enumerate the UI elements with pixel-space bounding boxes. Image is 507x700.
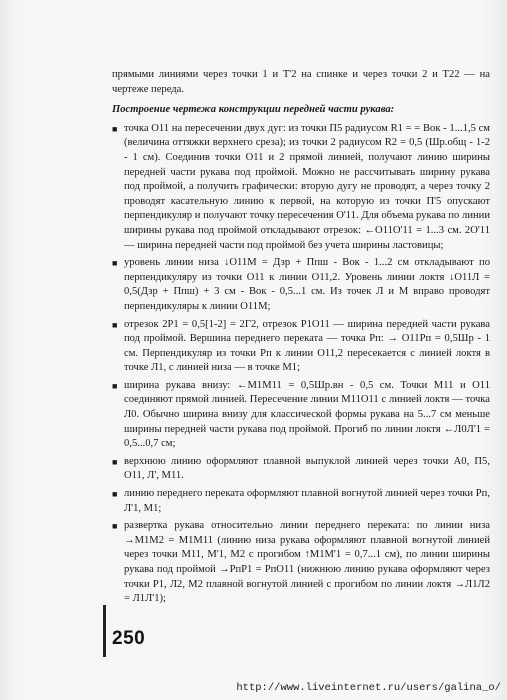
bullet-icon: ■ [112, 258, 118, 269]
list-item [112, 379, 490, 452]
bullet-icon: ■ [112, 456, 118, 467]
list-item-text: развертка рукава относительно линии переднего переката: по линии низа →М1М2 = М1М11 (линию низа рукава оформляют плавной вогнутой линией через точки М11, М'1, М2 с прогибом ↑М1М'1 = 0,7...1 см), по линии ширины рукава под проймой →РпР1 = РпО11 (нижнюю линию рукава оформляют через точки Р1, Л2, М2 плавной вогнутой линией с прогибом по линии локтя →Л1Л2 = Л1Л'1); [124, 520, 490, 605]
margin-rule [103, 605, 106, 657]
list-item-text: уровень линии низа ↓О11М = Дзр + Ппш - Вок - 1...2 см откладывают по перпендикуляру из точки О11 к линии О11,2. Уровень линии локтя ↓О11Л = 0,5(Дзр + Ппш) + 3 см - Вок - 0,5...1 см. Из точек Л и М вправо проводят перпендикуляры к линии О11М; [124, 257, 490, 312]
list-item [112, 318, 490, 376]
intro-paragraph: прямыми линиями через точки 1 и Т'2 на спинке и через точки 2 и Т22 — на чертеже переда. [112, 69, 490, 95]
bullet-icon: ■ [112, 319, 118, 330]
bullet-icon: ■ [112, 521, 118, 532]
list-item [112, 455, 490, 484]
list-item-text: ширина рукава внизу: ←М1М11 = 0,5Шр.вн - 0,5 см. Точки М11 и О11 соединяют прямой линией. Пересечение линии М11О11 с линией локтя — точка Л0. Обычно ширина внизу для классической формы рукава на 5...7 см меньше ширины передней части рукава под проймой. Прогиб по линии локтя ←Л0Л'1 = 0,5...0,7 см; [124, 379, 490, 450]
list-item [112, 519, 490, 607]
construction-steps-list [112, 122, 490, 607]
list-item [112, 256, 490, 314]
bullet-icon: ■ [112, 380, 118, 391]
bullet-icon: ■ [112, 123, 118, 134]
list-item-text: линию переднего переката оформляют плавной вогнутой линией через точки Рп, Л'1, М1; [124, 488, 490, 514]
source-watermark-url: http://www.liveinternet.ru/users/galina_o/ [236, 682, 501, 694]
list-item [112, 122, 490, 253]
list-item-text: верхнюю линию оформляют плавной выпуклой линией через точки А0, П5, О11, Л', М11. [124, 455, 490, 482]
bullet-icon: ■ [112, 489, 118, 500]
list-item [112, 487, 490, 516]
page-number: 250 [112, 628, 146, 649]
page-body [112, 68, 490, 610]
list-item-text: точка О11 на пересечении двух дуг: из точки П5 радиусом R1 = = Вок - 1...1,5 см (величина оттяжки верхнего среза); из точки 2 радиусом R2 = 0,5 (Шр.общ - 1-2 - 1 см). Соединив точки О11 и 2 прямой линией, получают линию ширины передней части рукава под проймой. Можно не рассчитывать ширину рукава под проймой, а получить графически: вторую дугу не проводят, а через точку 2 проводят касательную линию к первой, на которую из точки П'5 опускают перпендикуляр и получают точку пересечения О'11. Для объема рукава по линии ширины рукава под проймой откладывают отрезок: ←О11О'11 = 1...3 см. 2О'11 — ширина передней части под проймой без учета ширины ластовицы; [124, 122, 490, 251]
section-heading: Построение чертежа конструкции передней части рукава: [112, 104, 395, 116]
list-item-text: отрезок 2Р1 = 0,5[1-2] = 2Г2, отрезок Р1О11 — ширина передней части рукава под проймой. Вершина переднего переката — точка Рп: → О11Рп = 0,5Шр - 1 см. Перпендикуляр из точки Рп к линии О11,2 пересекается с линией локтя в точке Л1, с линией низа — в точке М1; [124, 318, 490, 374]
